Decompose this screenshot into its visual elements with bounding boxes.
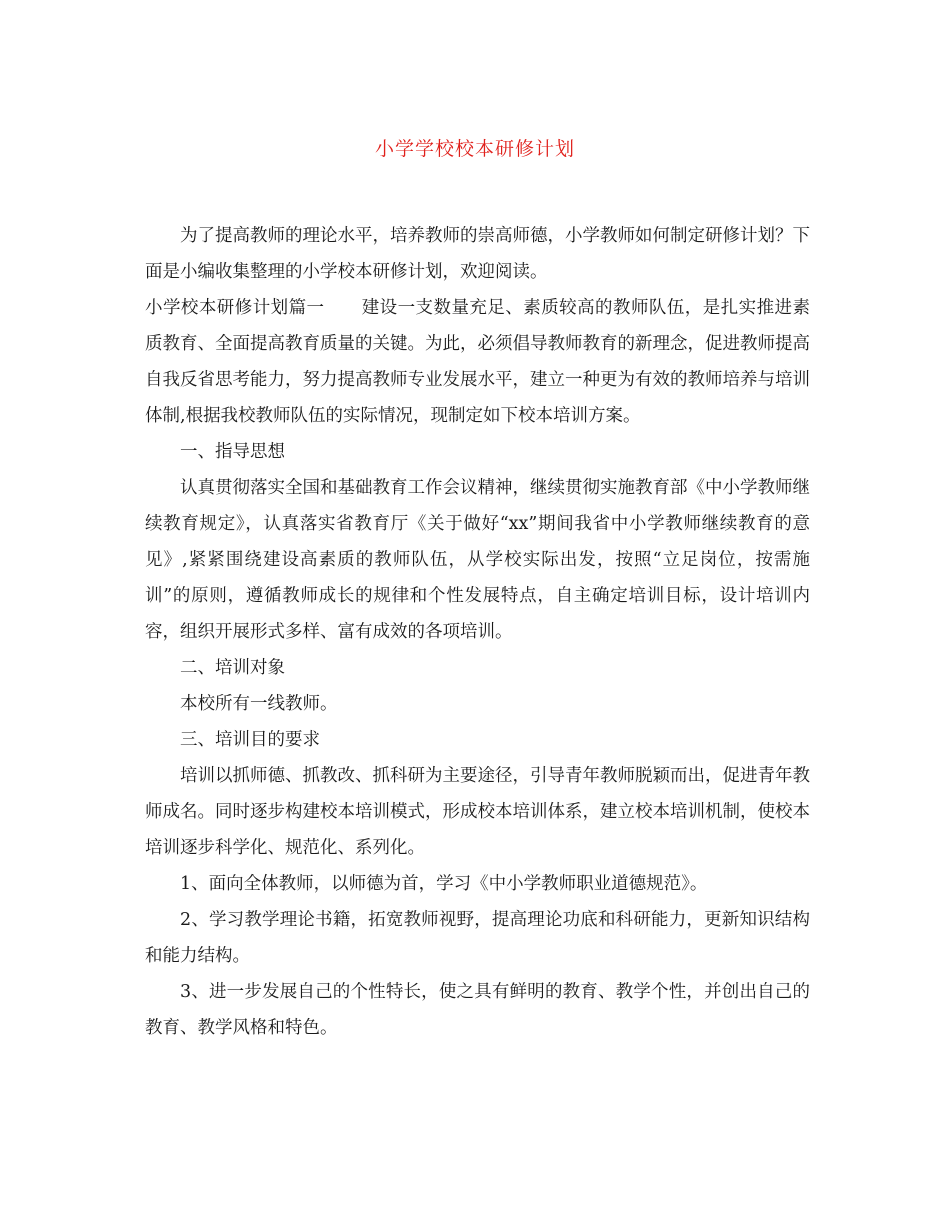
- training-goals-paragraph: 培训以抓师德、抓教改、抓科研为主要途径，引导青年教师脱颖而出，促进青年教师成名。同时逐步构建校本培训模式，形成校本培训体系，建立校本培训机制，使校本培训逐步科学化、规范化、系列化。: [145, 766, 810, 858]
- training-target-paragraph: 本校所有一线教师。: [180, 694, 338, 714]
- section1-text: 建设一支数量充足、素质较高的教师队伍，是扎实推进素质教育、全面提高教育质量的关键。为此，必须倡导教师教育的新理念，促进教师提高自我反省思考能力，努力提高教师专业发展水平，建立一种更为有效的教师培养与培训体制,根据我校教师队伍的实际情况，现制定如下校本培训方案。: [145, 298, 810, 426]
- heading-training-goals: 三、培训目的要求: [180, 730, 320, 750]
- list-item: 3、进一步发展自己的个性特长，使之具有鲜明的教育、教学个性，并创出自己的教育、教学风格和特色。: [145, 982, 810, 1038]
- list-item: 1、面向全体教师，以师德为首，学习《中小学教师职业道德规范》。: [180, 874, 708, 894]
- section1-label: 小学校本研修计划篇一: [145, 298, 325, 318]
- intro-paragraph: 为了提高教师的理论水平，培养教师的崇高师德，小学教师如何制定研修计划？下面是小编收集整理的小学校本研修计划，欢迎阅读。: [145, 226, 810, 282]
- document-body: [145, 218, 810, 1046]
- document-title: 小学学校校本研修计划: [374, 138, 575, 160]
- guiding-ideology-paragraph: 认真贯彻落实全国和基础教育工作会议精神，继续贯彻实施教育部《中小学教师继续教育规定》，认真落实省教育厅《关于做好“xx”期间我省中小学教师继续教育的意见》,紧紧围绕建设高素质的教师队伍，从学校实际出发，按照“立足岗位，按需施训”的原则，遵循教师成长的规律和个性发展特点，自主确定培训目标，设计培训内容，组织开展形式多样、富有成效的各项培训。: [145, 478, 810, 642]
- heading-training-target: 二、培训对象: [180, 658, 285, 678]
- list-item: 2、学习教学理论书籍，拓宽教师视野，提高理论功底和科研能力，更新知识结构和能力结构。: [145, 910, 810, 966]
- section1-paragraph: [145, 290, 810, 434]
- heading-guiding-ideology: 一、指导思想: [180, 442, 285, 462]
